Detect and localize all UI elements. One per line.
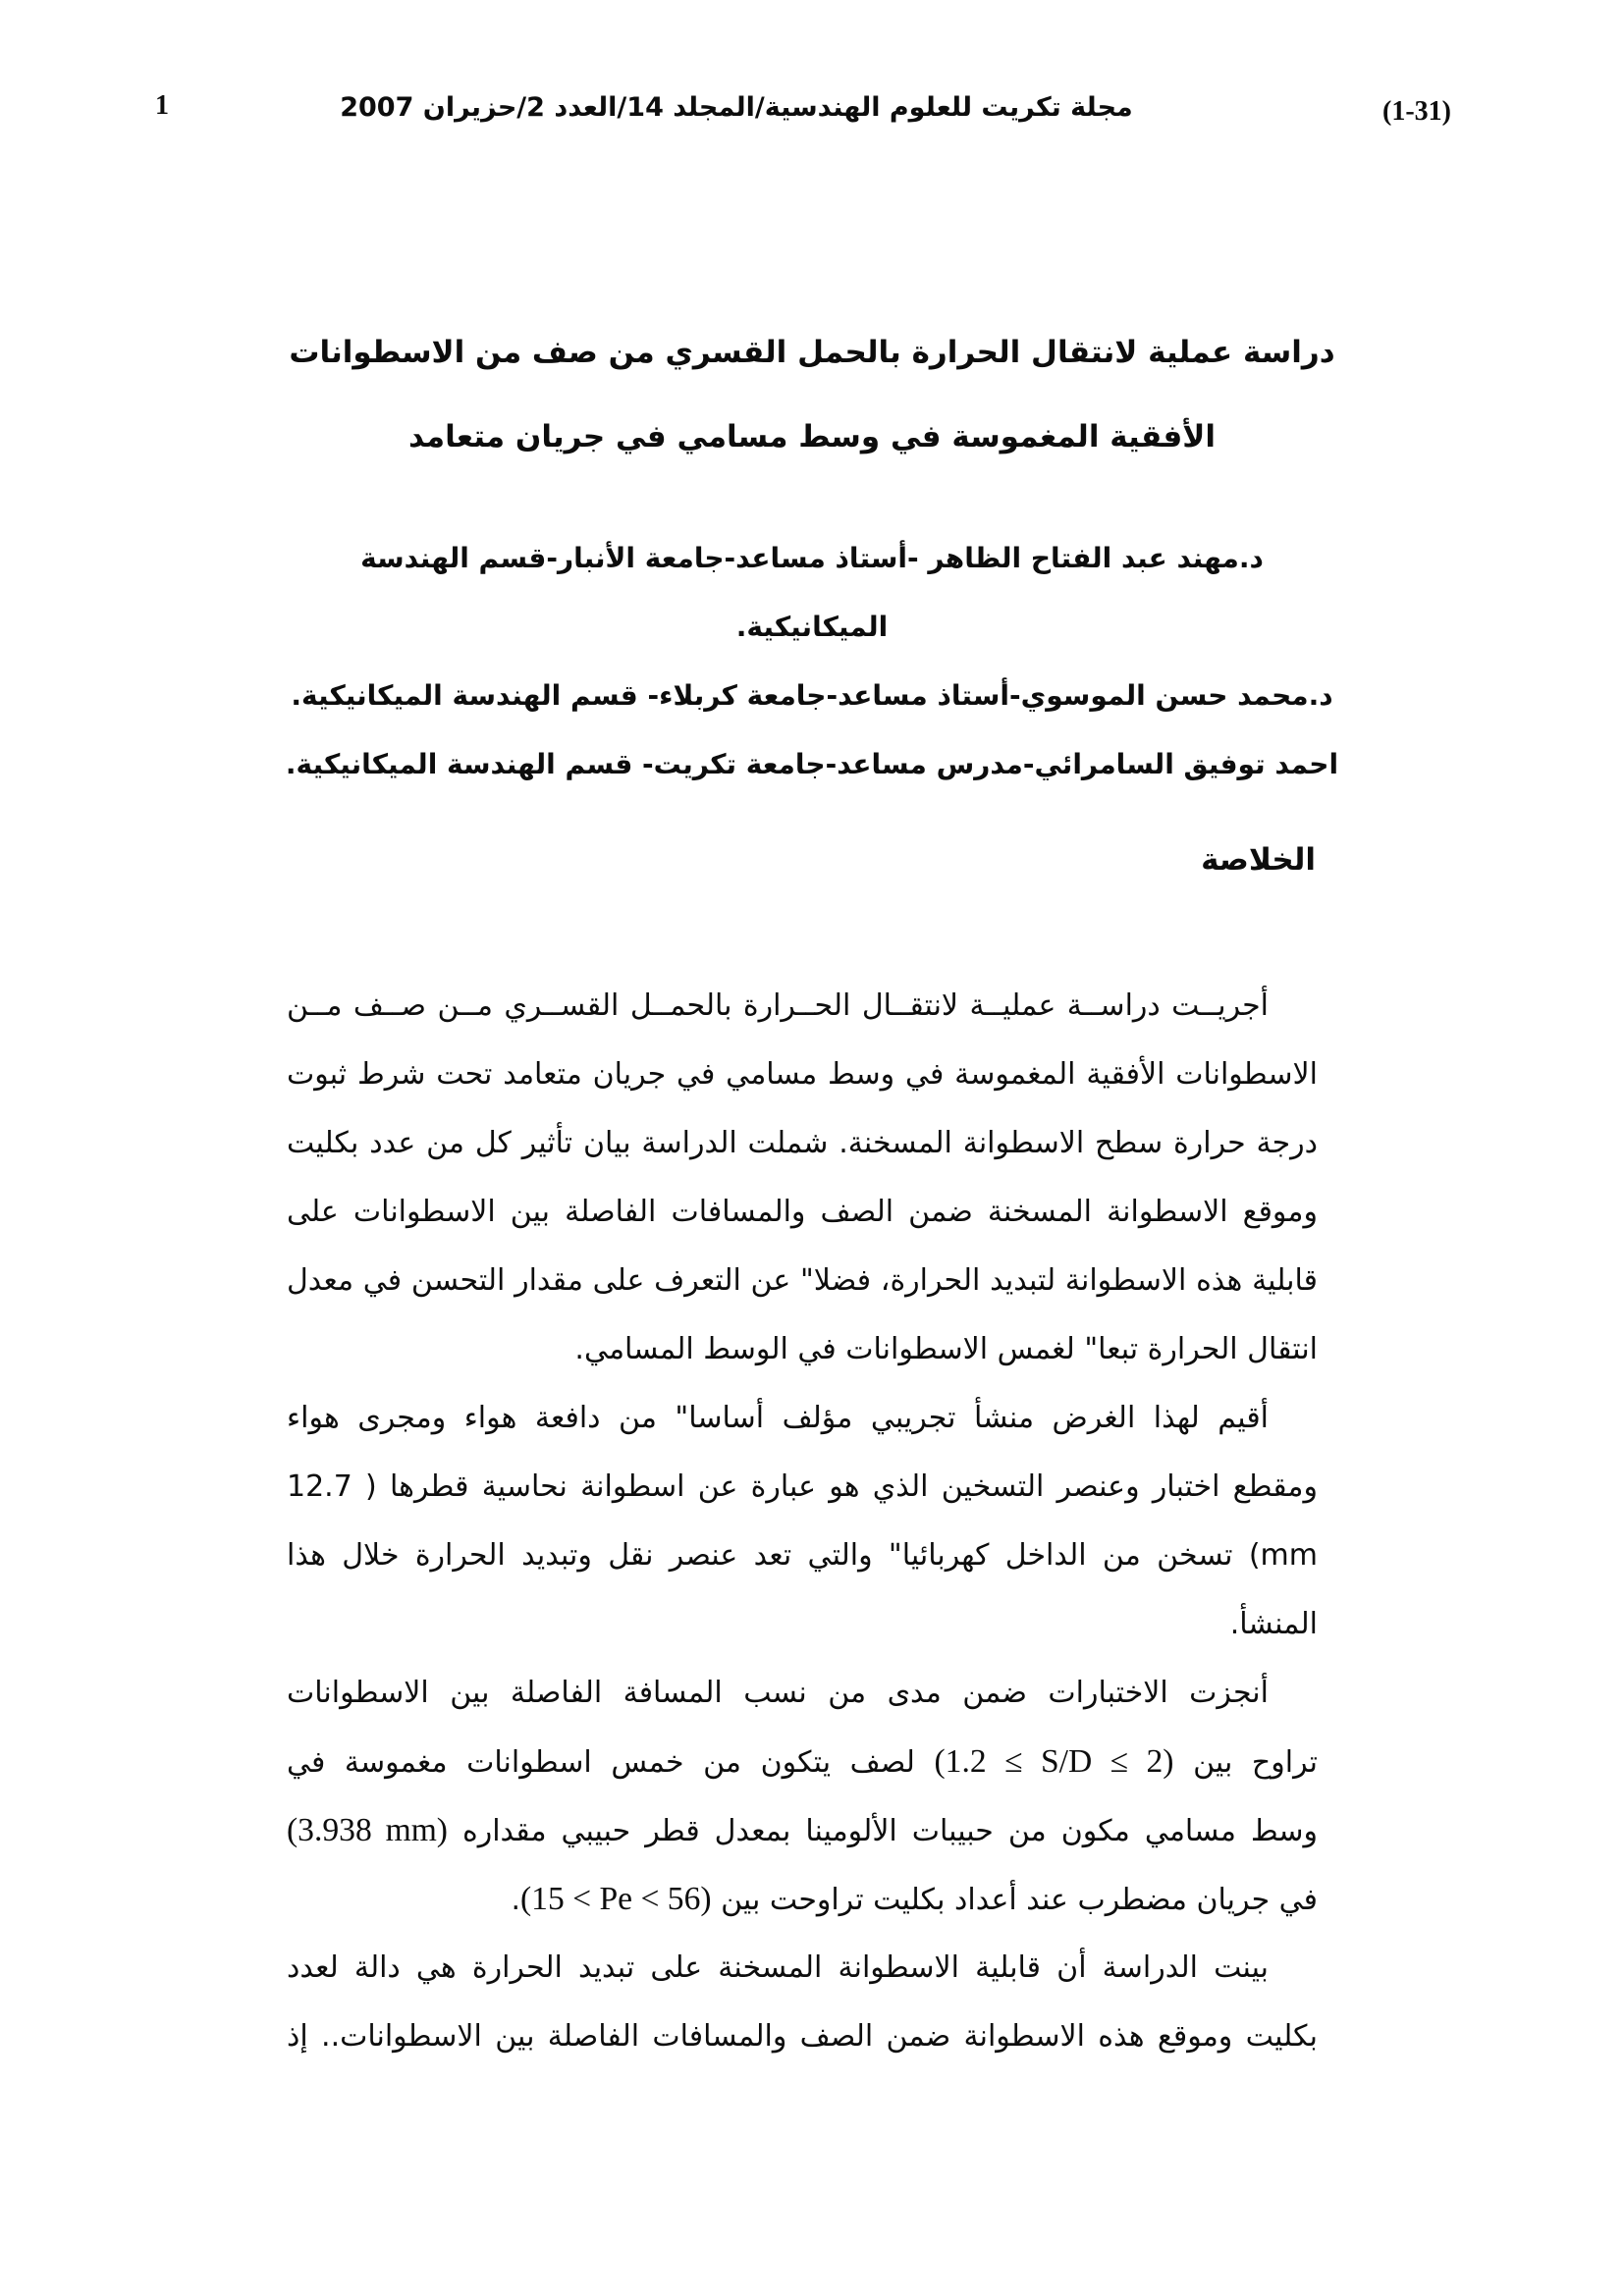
author-line: احمد توفيق السامرائي-مدرس مساعد-جامعة تكريت- قسم الهندسة الميكانيكية. [285,748,1339,780]
abstract-line: درجة حرارة سطح الاسطوانة المسخنة. شملت الدراسة بيان تأثير كل من عدد بكليت [287,1126,1318,1160]
abstract-text: لصف يتكون من خمس اسطوانات مغموسة في [287,1745,935,1780]
title-line-1: دراسة عملية لانتقال الحرارة بالحمل القسري من صف من الاسطوانات [289,335,1335,370]
abstract-line: mm) تسخن من الداخل كهربائيا" والتي تعد عنصر نقل وتبديد الحرارة خلال هذا [287,1538,1318,1573]
abstract-text: وسط مسامي مكون من حبيبات الألومينا بمعدل قطر حبيبي مقداره [448,1814,1318,1848]
abstract-text: في جريان مضطرب عند أعداد بكليت تراوحت بين [711,1883,1318,1917]
abstract-heading: الخلاصة [1201,842,1316,878]
abstract-text: . [511,1883,520,1917]
page-number: 1 [155,90,169,121]
abstract-line [287,1796,1318,1865]
title-line-2: الأفقية المغموسة في وسط مسامي في جريان متعامد [407,419,1217,454]
abstract-line: المنشأ. [1229,1607,1318,1641]
abstract-line: انتقال الحرارة تبعا" لغمس الاسطوانات في الوسط المسامي. [574,1332,1318,1366]
abstract-line: بينت الدراسة أن قابلية الاسطوانة المسخنة على تبديد الحرارة هي دالة لعدد [287,1950,1269,1985]
math-expression: (1.2 ≤ S/D ≤ 2) [934,1743,1174,1780]
abstract-line: بكليت وموقع هذه الاسطوانة ضمن الصف والمسافات الفاصلة بين الاسطوانات.. إذ [287,2019,1318,2054]
author-line: د.مهند عبد الفتاح الظاهر -أستاذ مساعد-جامعة الأنبار-قسم الهندسة [360,542,1264,574]
authors-block [154,524,1470,799]
abstract-line [287,1865,1318,1934]
abstract-body [287,972,1318,2071]
abstract-line: أقيم لهذا الغرض منشأ تجريبي مؤلف أساسا" من دافعة هواء ومجرى هواء [287,1401,1269,1435]
author-line: الميكانيكية. [735,611,889,643]
article-pages-range: (1-31) [1382,96,1451,127]
abstract-line: الاسطوانات الأفقية المغموسة في وسط مسامي في جريان متعامد تحت شرط ثبوت [287,1057,1318,1092]
abstract-line: قابلية هذه الاسطوانة لتبديد الحرارة، فضلا" عن التعرف على مقدار التحسن في معدل [287,1263,1318,1298]
abstract-line: أجريــت دراســة عمليــة لانتقــال الحــرارة بالحمــل القســري مــن صــف مــن [287,988,1269,1023]
abstract-line: وموقع الاسطوانة المسخنة ضمن الصف والمسافات الفاصلة بين الاسطوانات على [287,1195,1318,1229]
math-expression: (15 < Pe < 56) [519,1881,712,1917]
article-title [154,310,1470,479]
math-expression: (3.938 mm) [287,1812,448,1848]
abstract-text: تراوح بين [1173,1745,1318,1780]
journal-header-line: مجلة تكريت للعلوم الهندسية/المجلد 14/العدد 2/حزيران 2007 [340,92,1133,123]
abstract-line: ومقطع اختبار وعنصر التسخين الذي هو عبارة عن اسطوانة نحاسية قطرها ( 12.7 [287,1469,1318,1504]
abstract-line: أنجزت الاختبارات ضمن مدى من نسب المسافة الفاصلة بين الاسطوانات [287,1676,1269,1710]
abstract-line [287,1728,1318,1796]
author-line: د.محمد حسن الموسوي-أستاذ مساعد-جامعة كربلاء- قسم الهندسة الميكانيكية. [291,679,1333,712]
